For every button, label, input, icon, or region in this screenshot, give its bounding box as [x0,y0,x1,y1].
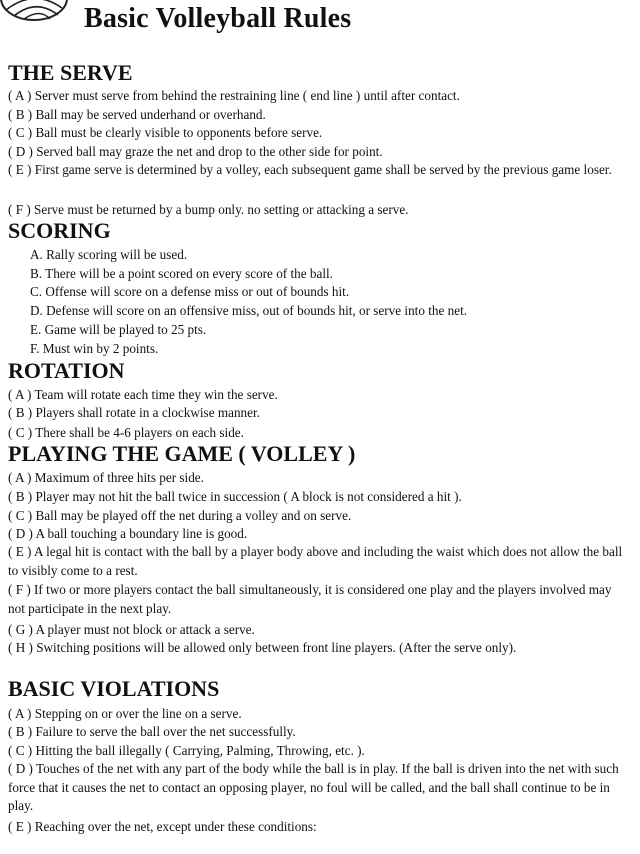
document-title: Basic Volleyball Rules [84,3,352,34]
section-heading-playing: PLAYING THE GAME ( VOLLEY ) [8,441,356,466]
playing-rule-a: ( A ) Maximum of three hits per side. [8,470,204,485]
violation-rule-e: ( E ) Reaching over the net, except under these conditions: [8,819,317,834]
playing-rule-f: ( F ) If two or more players contact the ball simultaneously, it is considered one play and the players involved may not participate in the next play. [8,582,612,616]
rotation-rule-a: ( A ) Team will rotate each time they win the serve. [8,387,278,402]
serve-rule-f: ( F ) Serve must be returned by a bump only. no setting or attacking a serve. [8,202,409,217]
violation-rule-a: ( A ) Stepping on or over the line on a serve. [8,706,242,721]
scoring-rule-c: C. Offense will score on a defense miss or out of bounds hit. [30,284,350,299]
playing-rule-e: ( E ) A legal hit is contact with the ball by a player body above and including the waist which does not allow the ball to visibly come to a rest. [8,544,623,578]
serve-rule-e: ( E ) First game serve is determined by a volley, each subsequent game shall be served by the previous game loser. [8,162,612,177]
scoring-rule-f: F. Must win by 2 points. [30,341,159,356]
playing-rule-b: ( B ) Player may not hit the ball twice in succession ( A block is not considered a hit ). [8,489,462,504]
rotation-rule-b: ( B ) Players shall rotate in a clockwise manner. [8,405,260,420]
scoring-rule-e: E. Game will be played to 25 pts. [30,322,207,337]
volleyball-icon [0,0,70,22]
playing-rule-d: ( D ) A ball touching a boundary line is good. [8,526,248,541]
serve-rule-c: ( C ) Ball must be clearly visible to opponents before serve. [8,125,323,140]
violation-rule-d: ( D ) Touches of the net with any part of the body while the ball is in play. If the ball is driven into the net with such force that it causes the net to contact an opposing player, no foul will be called, and the ball shall continue to be in play. [8,761,619,813]
serve-rule-d: ( D ) Served ball may graze the net and drop to the other side for point. [8,144,383,159]
section-heading-serve: THE SERVE [8,60,133,85]
scoring-rule-d: D. Defense will score on an offensive miss, out of bounds hit, or serve into the net. [30,303,468,318]
scoring-rule-a: A. Rally scoring will be used. [30,247,188,262]
scoring-rule-b: B. There will be a point scored on every score of the ball. [30,266,333,281]
serve-rule-b: ( B ) Ball may be served underhand or overhand. [8,107,266,122]
playing-rule-h: ( H ) Switching positions will be allowed only between front line players. (After the serve only). [8,640,517,655]
rotation-rule-c: ( C ) There shall be 4-6 players on each side. [8,425,244,440]
section-heading-rotation: ROTATION [8,358,125,383]
playing-rule-g: ( G ) A player must not block or attack a serve. [8,622,255,637]
serve-rule-a: ( A ) Server must serve from behind the restraining line ( end line ) until after contact. [8,88,460,103]
violation-rule-b: ( B ) Failure to serve the ball over the net successfully. [8,724,296,739]
violation-rule-c: ( C ) Hitting the ball illegally ( Carrying, Palming, Throwing, etc. ). [8,743,365,758]
section-heading-violations: BASIC VIOLATIONS [8,676,220,701]
playing-rule-c: ( C ) Ball may be played off the net during a volley and on serve. [8,508,352,523]
section-heading-scoring: SCORING [8,218,111,243]
